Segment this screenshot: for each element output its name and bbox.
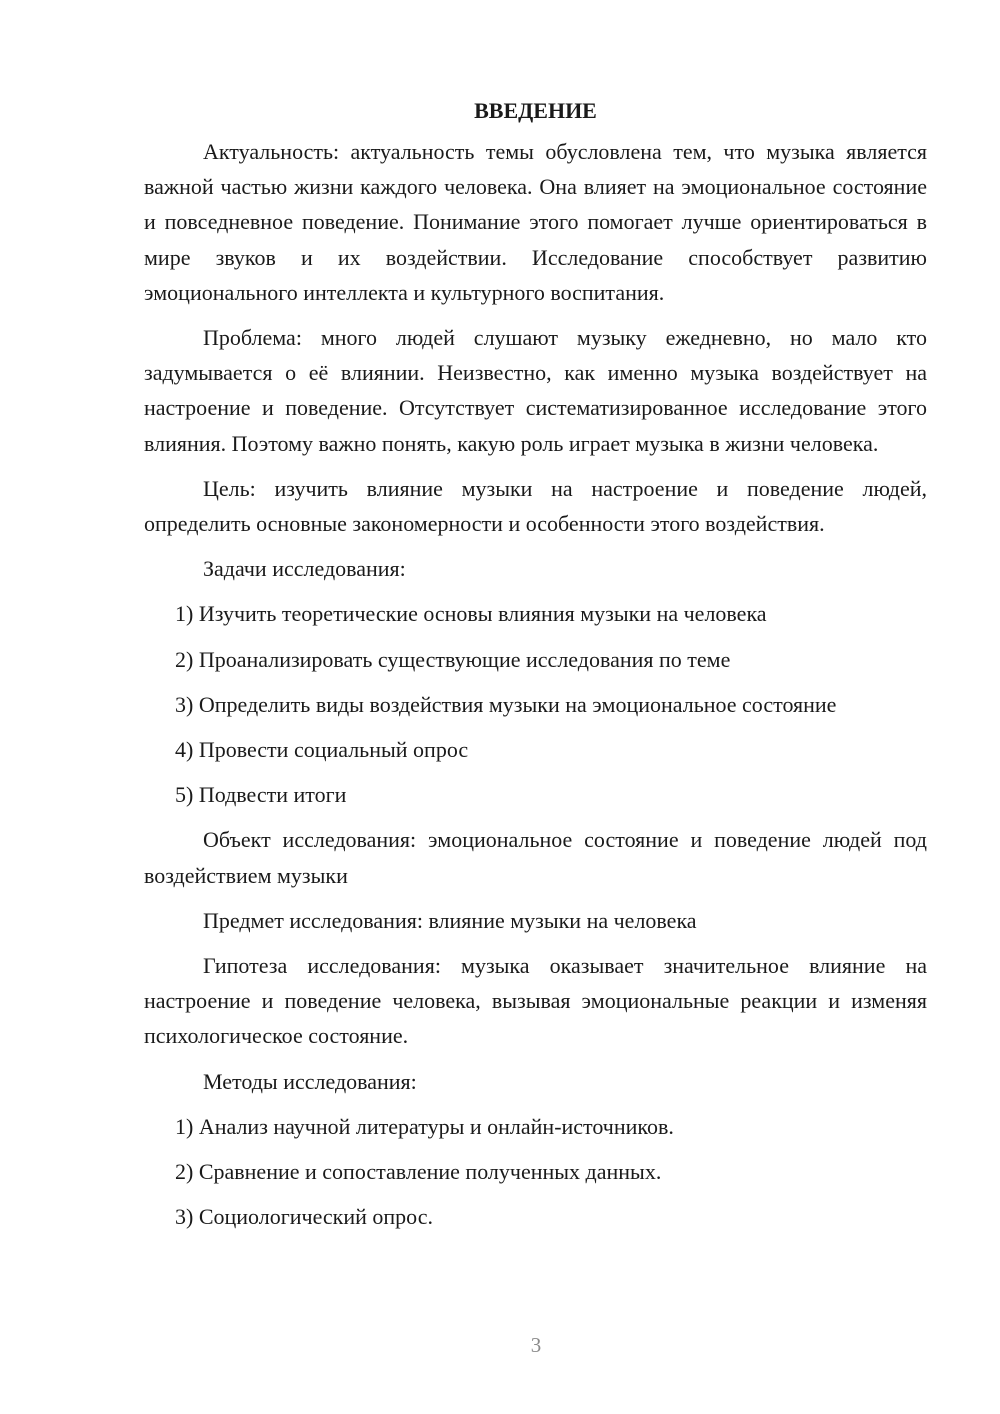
page-title: ВВЕДЕНИЕ [474,98,597,123]
subject-paragraph: Предмет исследования: влияние музыки на человека [203,907,697,933]
goal-paragraph: Цель: изучить влияние музыки на настроение и поведение людей, определить основные закономерности и особенности этого воздействия. [144,475,927,537]
methods-list [144,1109,927,1235]
page-number: 3 [530,1333,542,1357]
task-item-3: 3) Определить виды воздействия музыки на эмоциональное состояние [175,691,837,717]
tasks-heading: Задачи исследования: [203,556,406,582]
object-paragraph: Объект исследования: эмоциональное состояние и поведение людей под воздействием музыки [144,827,927,888]
task-item-5: 5) Подвести итоги [175,782,347,808]
task-item-1: 1) Изучить теоретические основы влияния музыки на человека [175,601,767,627]
problem-paragraph: Проблема: много людей слушают музыку ежедневно, но мало кто задумывается о её влиянии. Неизвестно, как именно музыка воздействует на настроение и поведение. Отсутствует систематизированное исследование этого влияния. Поэтому важно понять, какую роль играет музыка в жизни человека. [144,325,927,456]
method-item-1: 1) Анализ научной литературы и онлайн-источников. [175,1113,674,1139]
document-page [144,92,927,1244]
method-item-2: 2) Сравнение и сопоставление полученных данных. [175,1159,662,1185]
method-item-3: 3) Социологический опрос. [175,1204,433,1230]
hypothesis-paragraph: Гипотеза исследования: музыка оказывает значительное влияние на настроение и поведение человека, вызывая эмоциональные реакции и изменяя психологическое состояние. [144,953,927,1049]
task-item-2: 2) Проанализировать существующие исследования по теме [175,646,731,672]
tasks-list [144,596,927,812]
task-item-4: 4) Провести социальный опрос [175,737,469,763]
methods-heading: Методы исследования: [203,1068,417,1094]
relevance-paragraph: Актуальность: актуальность темы обусловлена тем, что музыка является важной частью жизни каждого человека. Она влияет на эмоциональное состояние и повседневное поведение. Понимание этого помогает лучше ориентироваться в мире звуков и их воздействии. Исследование способствует развитию эмоционального интеллекта и культурного воспитания. [144,139,927,305]
